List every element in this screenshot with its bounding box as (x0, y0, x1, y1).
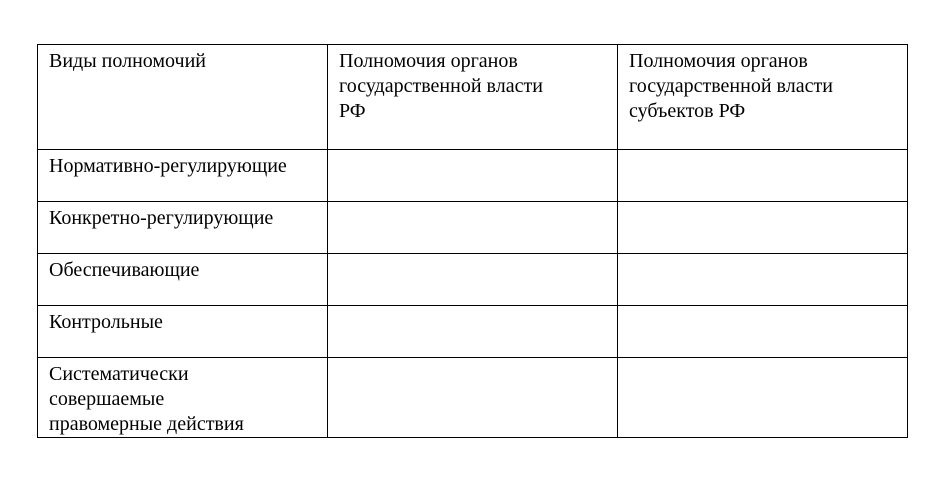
federal-cell (328, 358, 618, 438)
regional-cell (618, 202, 908, 254)
federal-cell (328, 306, 618, 358)
table-row (38, 150, 908, 202)
row-label-cell: Обеспечивающие (38, 254, 328, 306)
regional-cell (618, 254, 908, 306)
table-row (38, 202, 908, 254)
table-row (38, 358, 908, 438)
header-cell-regional-powers: Полномочия органов государственной власти субъектов РФ (618, 45, 908, 150)
table-header-row (38, 45, 908, 150)
row-label-cell: Контрольные (38, 306, 328, 358)
header-cell-power-types: Виды полномочий (38, 45, 328, 150)
regional-cell (618, 306, 908, 358)
row-label-cell: Нормативно-регулирующие (38, 150, 328, 202)
powers-table (37, 44, 908, 438)
federal-cell (328, 254, 618, 306)
regional-cell (618, 150, 908, 202)
row-label-cell: Конкретно-регулирующие (38, 202, 328, 254)
table-row (38, 306, 908, 358)
table-row (38, 254, 908, 306)
federal-cell (328, 202, 618, 254)
federal-cell (328, 150, 618, 202)
header-cell-federal-powers: Полномочия органов государственной власти РФ (328, 45, 618, 150)
row-label-cell: Систематически совершаемые правомерные действия (38, 358, 328, 438)
regional-cell (618, 358, 908, 438)
